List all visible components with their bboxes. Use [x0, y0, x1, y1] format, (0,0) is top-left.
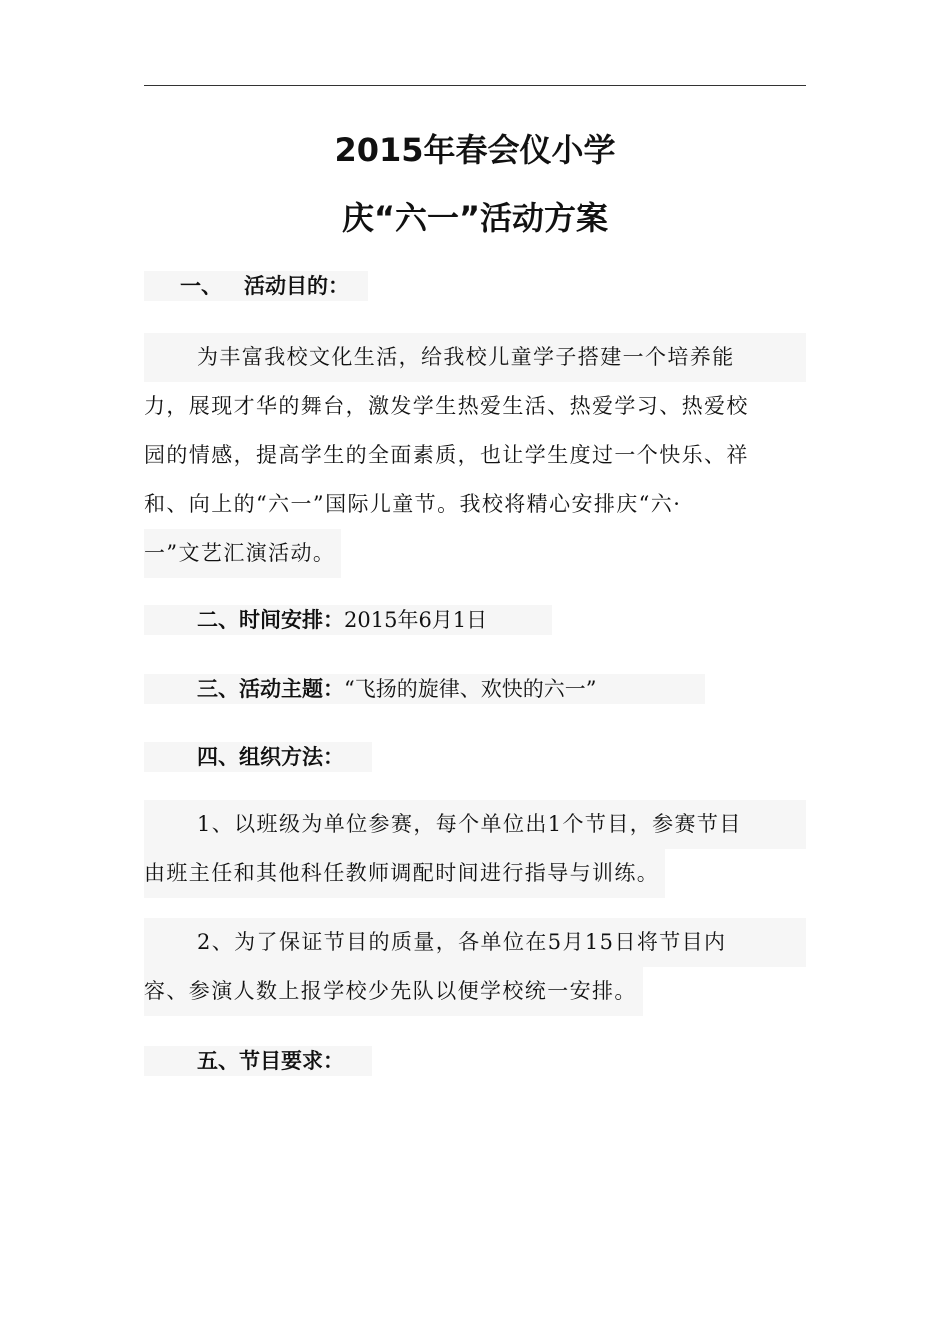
paragraph-line: 容、参演人数上报学校少先队以便学校统一安排。 — [144, 967, 643, 1016]
section-value: “飞扬的旋律、欢快的六一” — [344, 677, 597, 701]
document-title-line-2: 庆“六一”活动方案 — [341, 199, 609, 237]
organization-item-1 — [144, 800, 806, 898]
section-title: 二、时间安排： — [197, 608, 344, 632]
document-title-line-1: 2015年春会仪小学 — [334, 131, 616, 169]
paragraph-line: 和、向上的“六一”国际儿童节。我校将精心安排庆“六· — [144, 492, 682, 516]
section-value: 2015年6月1日 — [344, 608, 488, 632]
paragraph-line: 为丰富我校文化生活，给我校儿童学子搭建一个培养能 — [144, 333, 806, 382]
section-title: 三、活动主题： — [197, 677, 344, 701]
paragraph-line: 1、以班级为单位参赛，每个单位出1个节目，参赛节目 — [144, 800, 806, 849]
paragraph-line: 一”文艺汇演活动。 — [144, 529, 341, 578]
paragraph-line: 2、为了保证节目的质量，各单位在5月15日将节目内 — [144, 918, 806, 967]
header-rule — [144, 85, 806, 86]
section-title: 活动目的： — [244, 274, 349, 298]
section-title: 四、组织方法： — [197, 745, 344, 769]
paragraph-line: 力，展现才华的舞台，激发学生热爱生活、热爱学习、热爱校 — [144, 394, 749, 418]
section-heading-requirements — [144, 1046, 372, 1076]
paragraph-line: 由班主任和其他科任教师调配时间进行指导与训练。 — [144, 849, 665, 898]
section-number: 一、 — [180, 274, 222, 298]
section-heading-purpose — [144, 271, 368, 301]
section-heading-time — [144, 605, 552, 635]
section-title: 五、节目要求： — [197, 1049, 344, 1073]
organization-item-2 — [144, 918, 806, 1016]
section-heading-theme — [144, 674, 705, 704]
paragraph-line: 园的情感，提高学生的全面素质，也让学生度过一个快乐、祥 — [144, 443, 749, 467]
section-heading-organization — [144, 742, 372, 772]
purpose-paragraph — [144, 333, 806, 578]
